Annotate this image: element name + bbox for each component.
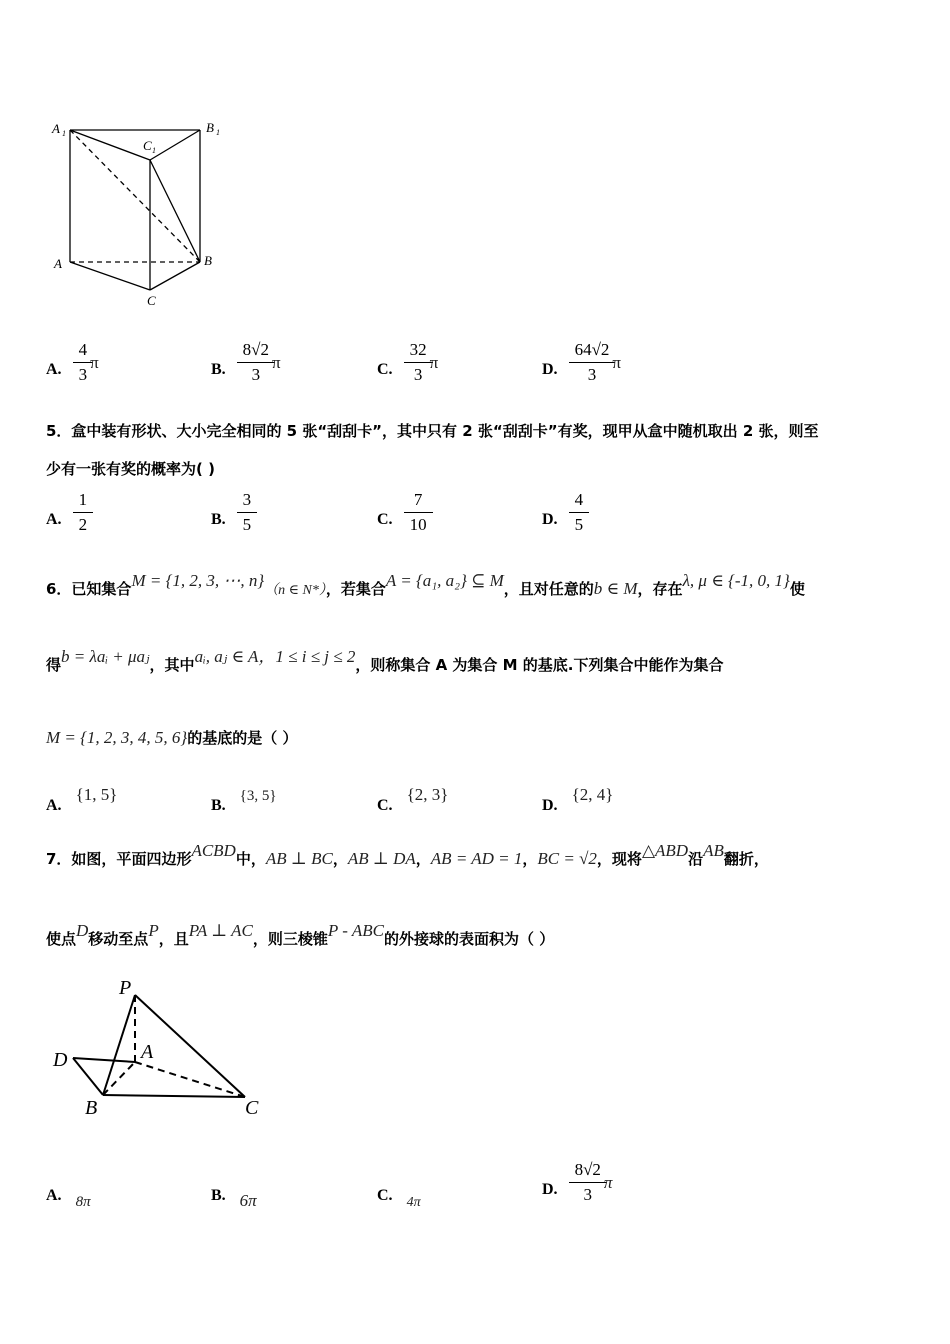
q7-stem-line1: 7．如图，平面四边形ACBD中，AB ⊥ BC，AB ⊥ DA，AB = AD = 1，BC = √2，现将△ABD沿AB翻折， bbox=[46, 841, 769, 868]
q5-option-a[interactable]: A. $\frac{1}{2}$ bbox=[46, 490, 90, 535]
q4-option-a-fraction: $\frac{4}{3}$ bbox=[76, 340, 91, 385]
q6-option-d[interactable]: D.{2, 4} bbox=[542, 785, 614, 814]
q6-option-c[interactable]: C.{2, 3} bbox=[377, 785, 449, 814]
label-c: C bbox=[245, 1097, 259, 1119]
q7-option-c[interactable]: C. 4π bbox=[377, 1187, 421, 1210]
label-p: P bbox=[119, 977, 132, 999]
label-d: D bbox=[53, 1049, 68, 1071]
q6-option-a[interactable]: A.{1, 5} bbox=[46, 785, 118, 814]
label-a1: A bbox=[52, 121, 60, 136]
label-c1: C bbox=[143, 138, 152, 153]
q4-option-d-fraction: $\frac{64√2}{3}$ bbox=[572, 340, 613, 385]
label-c: C bbox=[147, 293, 156, 308]
q4-option-a[interactable]: A. $\frac{4}{3}$ π bbox=[46, 340, 99, 384]
q5-option-b[interactable]: B. $\frac{3}{5}$ bbox=[211, 490, 254, 535]
q7-option-b[interactable]: B. 6π bbox=[211, 1187, 257, 1210]
label-a: A bbox=[54, 256, 62, 271]
label-b1: B bbox=[206, 120, 214, 135]
q6-stem-line2: 得b = λaᵢ + μaⱼ，其中aᵢ, aⱼ ∈ A，1 ≤ i ≤ j ≤ 2，则称集合 A 为集合 M 的基底.下列集合中能作为集合 bbox=[46, 647, 724, 674]
label-b: B bbox=[85, 1097, 98, 1119]
q4-option-b-fraction: $\frac{8√2}{3}$ bbox=[240, 340, 272, 385]
q6-stem-line3: M = {1, 2, 3, 4, 5, 6}的基底的是（ ） bbox=[46, 728, 298, 747]
q6-stem-line1: 6．已知集合M = {1, 2, 3, ⋯, n}（n ∈ N*），若集合A = {a₁, a₂} ⊆ M，且对任意的b ∈ M，存在λ, μ ∈ {-1, 0, 1}使 bbox=[46, 571, 805, 598]
q4-option-c-fraction: $\frac{32}{3}$ bbox=[407, 340, 430, 385]
q4-option-d[interactable]: D. $\frac{64√2}{3}$ π bbox=[542, 340, 621, 384]
label-b: B bbox=[204, 253, 212, 268]
label-a: A bbox=[141, 1041, 154, 1063]
q7-option-a[interactable]: A. 8π bbox=[46, 1187, 91, 1210]
q5-stem-line1: 5．盒中装有形状、大小完全相同的 5 张“刮刮卡”，其中只有 2 张“刮刮卡”有奖，现甲从盒中随机取出 2 张，则至 bbox=[46, 422, 819, 440]
q4-option-b[interactable]: B. $\frac{8√2}{3}$ π bbox=[211, 340, 281, 384]
q7-option-d[interactable]: D. $\frac{8√2}{3}$ π bbox=[542, 1160, 613, 1204]
q5-stem-line2: 少有一张有奖的概率为( ) bbox=[46, 460, 215, 478]
q5-option-c[interactable]: C. $\frac{7}{10}$ bbox=[377, 490, 430, 535]
prism-figure bbox=[40, 115, 240, 315]
q7-stem-line2: 使点D移动至点P，且PA ⊥ AC，则三棱锥P - ABC的外接球的表面积为（ ） bbox=[46, 921, 555, 948]
label-a1-sub: 1 bbox=[62, 129, 66, 138]
q6-option-b[interactable]: B.{3, 5} bbox=[211, 788, 277, 814]
label-c1-sub: 1 bbox=[152, 146, 156, 155]
tetrahedron-figure bbox=[45, 970, 275, 1120]
label-b1-sub: 1 bbox=[216, 128, 220, 137]
q4-option-c[interactable]: C. $\frac{32}{3}$ π bbox=[377, 340, 439, 384]
q5-option-d[interactable]: D. $\frac{4}{5}$ bbox=[542, 490, 586, 535]
